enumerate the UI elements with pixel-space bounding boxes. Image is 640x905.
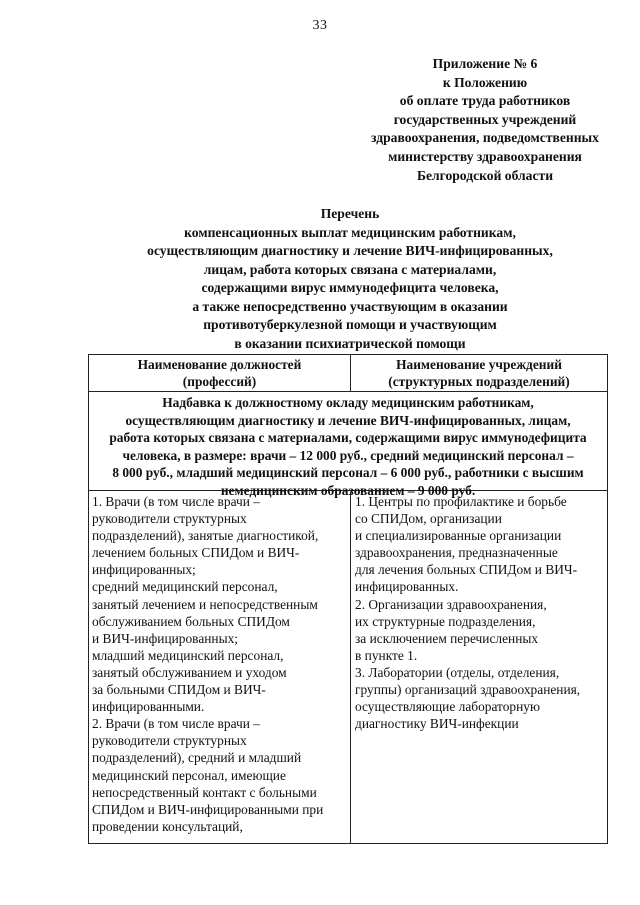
appendix-line: Белгородской области bbox=[416, 167, 554, 183]
appendix-line: министерству здравоохранения bbox=[388, 148, 582, 164]
title-line: Перечень bbox=[320, 206, 380, 221]
title-line: лицам, работа которых связана с материалами, bbox=[203, 261, 497, 277]
header-positions bbox=[89, 355, 351, 391]
positions-line: подразделений), средний и младший bbox=[92, 750, 302, 766]
institutions-line: со СПИДом, организации bbox=[355, 511, 502, 527]
allowance-line: Надбавка к должностному окладу медицинским работникам, bbox=[162, 395, 534, 410]
page-number: 33 bbox=[312, 18, 328, 33]
appendix-line: государственных учреждений bbox=[393, 111, 577, 127]
document-title bbox=[90, 205, 610, 353]
title-line: компенсационных выплат медицинским работникам, bbox=[184, 224, 516, 240]
positions-line: 1. Врачи (в том числе врачи – bbox=[92, 494, 260, 509]
allowance-description bbox=[89, 391, 607, 498]
title-line: содержащими вирус иммунодефицита человека, bbox=[201, 280, 499, 295]
header-positions-line: Наименование должностей bbox=[137, 357, 302, 372]
appendix-line: к Положению bbox=[442, 74, 528, 90]
header-positions-line: (профессий) bbox=[182, 373, 257, 389]
allowance-line: немедицинским образованием – 9 000 руб. bbox=[220, 482, 476, 498]
institutions-line: для лечения больных СПИДом и ВИЧ- bbox=[355, 562, 578, 578]
appendix-header bbox=[350, 55, 620, 185]
header-institutions bbox=[351, 355, 607, 391]
institutions-line: их структурные подразделения, bbox=[355, 613, 536, 629]
table-header-row bbox=[89, 355, 607, 392]
header-institutions-line: (структурных подразделений) bbox=[388, 373, 570, 389]
positions-line: занятый лечением и непосредственным bbox=[92, 596, 318, 612]
institutions-line: 2. Организации здравоохранения, bbox=[355, 596, 547, 612]
allowance-line: осуществляющим диагностику и лечение ВИЧ-инфицированных, лицам, bbox=[125, 412, 571, 428]
positions-line: за больными СПИДом и ВИЧ- bbox=[92, 682, 266, 698]
appendix-line: об оплате труда работников bbox=[399, 93, 571, 109]
positions-cell bbox=[89, 492, 351, 844]
positions-line: инфицированных; bbox=[92, 562, 196, 578]
allowance-line: работа которых связана с материалами, содержащими вирус иммунодефицита bbox=[109, 430, 587, 446]
positions-line: непосредственный контакт с больными bbox=[92, 784, 317, 800]
header-institutions-line: Наименование учреждений bbox=[396, 357, 562, 372]
payments-table bbox=[88, 354, 608, 844]
title-line: осуществляющим диагностику и лечение ВИЧ-инфицированных, bbox=[147, 243, 553, 258]
institutions-line: 1. Центры по профилактике и борьбе bbox=[355, 494, 567, 509]
title-line: в оказании психиатрической помощи bbox=[234, 335, 466, 351]
positions-line: лечением больных СПИДом и ВИЧ- bbox=[92, 545, 300, 561]
institutions-line: диагностику ВИЧ-инфекции bbox=[355, 716, 519, 732]
positions-line: медицинский персонал, имеющие bbox=[92, 767, 286, 783]
institutions-line: здравоохранения, предназначенные bbox=[355, 545, 558, 561]
appendix-line: здравоохранения, подведомственных bbox=[371, 130, 599, 146]
allowance-line: человека, в размере: врачи – 12 000 руб., средний медицинский персонал – bbox=[122, 447, 574, 463]
institutions-cell bbox=[351, 492, 607, 844]
institutions-line: 3. Лаборатории (отделы, отделения, bbox=[355, 664, 560, 680]
positions-line: занятый обслуживанием и уходом bbox=[92, 664, 287, 680]
positions-line: младший медицинский персонал, bbox=[92, 647, 284, 663]
positions-line: подразделений), занятые диагностикой, bbox=[92, 528, 319, 544]
positions-line: СПИДом и ВИЧ-инфицированными при bbox=[92, 801, 324, 817]
institutions-line: и специализированные организации bbox=[355, 528, 562, 544]
title-line: противотуберкулезной помощи и участвующим bbox=[203, 317, 497, 332]
positions-line: обслуживанием больных СПИДом bbox=[92, 613, 290, 629]
positions-line: руководители структурных bbox=[92, 733, 247, 749]
positions-line: проведении консультаций, bbox=[92, 818, 243, 834]
positions-line: инфицированными. bbox=[92, 699, 205, 715]
positions-line: средний медицинский персонал, bbox=[92, 579, 278, 595]
appendix-line: Приложение № 6 bbox=[432, 56, 538, 71]
institutions-line: группы) организаций здравоохранения, bbox=[355, 682, 581, 698]
title-line: а также непосредственно участвующим в оказании bbox=[192, 298, 508, 314]
positions-line: и ВИЧ-инфицированных; bbox=[92, 630, 239, 646]
positions-line: 2. Врачи (в том числе врачи – bbox=[92, 716, 260, 732]
positions-line: руководители структурных bbox=[92, 511, 247, 527]
institutions-line: в пункте 1. bbox=[355, 647, 418, 663]
institutions-line: осуществляющие лабораторную bbox=[355, 699, 540, 715]
institutions-line: инфицированных. bbox=[355, 579, 459, 595]
allowance-line: 8 000 руб., младший медицинский персонал – 6 000 руб., работники с высшим bbox=[112, 465, 584, 481]
institutions-line: за исключением перечисленных bbox=[355, 630, 539, 646]
